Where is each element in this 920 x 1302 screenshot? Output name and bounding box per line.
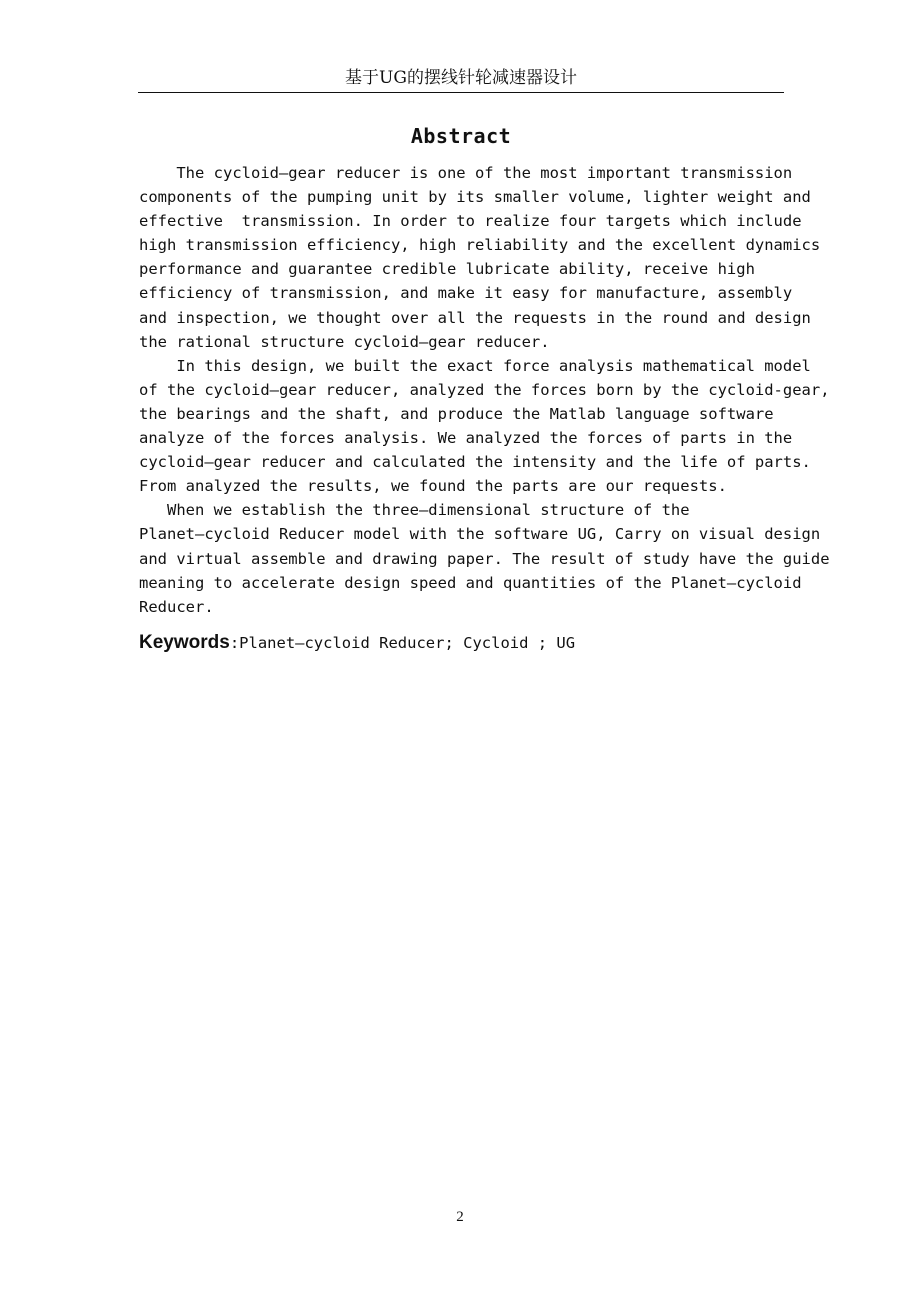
abstract-line: Planet—cycloid Reducer model with the software UG, Carry on visual design: [139, 525, 821, 544]
abstract-line: meaning to accelerate design speed and quantities of the Planet—cycloid: [139, 573, 802, 592]
abstract-line: and inspection, we thought over all the requests in the round and design: [139, 308, 811, 327]
keywords-label: Keywords: [139, 632, 230, 653]
abstract-line: efficiency of transmission, and make it easy for manufacture, assembly: [139, 284, 793, 303]
abstract-line: of the cycloid—gear reducer, analyzed the forces born by the cycloid-gear,: [139, 380, 830, 399]
abstract-line: analyze of the forces analysis. We analyzed the forces of parts in the: [139, 429, 793, 448]
running-header: 基于UG的摆线针轮减速器设计: [345, 68, 577, 88]
page-number: 2: [456, 1209, 464, 1225]
abstract-body: [139, 161, 839, 619]
abstract-line: high transmission efficiency, high reliability and the excellent dynamics: [139, 236, 821, 255]
header-divider: [138, 92, 784, 93]
abstract-line: Reducer.: [139, 597, 214, 616]
abstract-line: The cycloid—gear reducer is one of the most important transmission: [139, 164, 793, 182]
abstract-line: In this design, we built the exact force analysis mathematical model: [139, 356, 811, 375]
abstract-line: From analyzed the results, we found the parts are our requests.: [139, 477, 727, 496]
abstract-heading: Abstract: [410, 124, 512, 148]
abstract-line: When we establish the three—dimensional structure of the: [139, 501, 690, 520]
keywords-line: [139, 630, 839, 656]
abstract-line: the bearings and the shaft, and produce the Matlab language software: [139, 404, 774, 423]
abstract-line: effective transmission. In order to realize four targets which include: [139, 212, 802, 231]
abstract-line: the rational structure cycloid—gear reducer.: [139, 332, 550, 351]
abstract-line: cycloid—gear reducer and calculated the intensity and the life of parts.: [139, 453, 811, 472]
keywords-separator: :: [229, 634, 240, 652]
keywords-text: Planet—cycloid Reducer; Cycloid ; UG: [239, 634, 576, 652]
abstract-line: and virtual assemble and drawing paper. The result of study have the guide: [139, 549, 830, 568]
abstract-line: performance and guarantee credible lubricate ability, receive high: [139, 260, 755, 279]
abstract-line: components of the pumping unit by its smaller volume, lighter weight and: [139, 188, 811, 207]
